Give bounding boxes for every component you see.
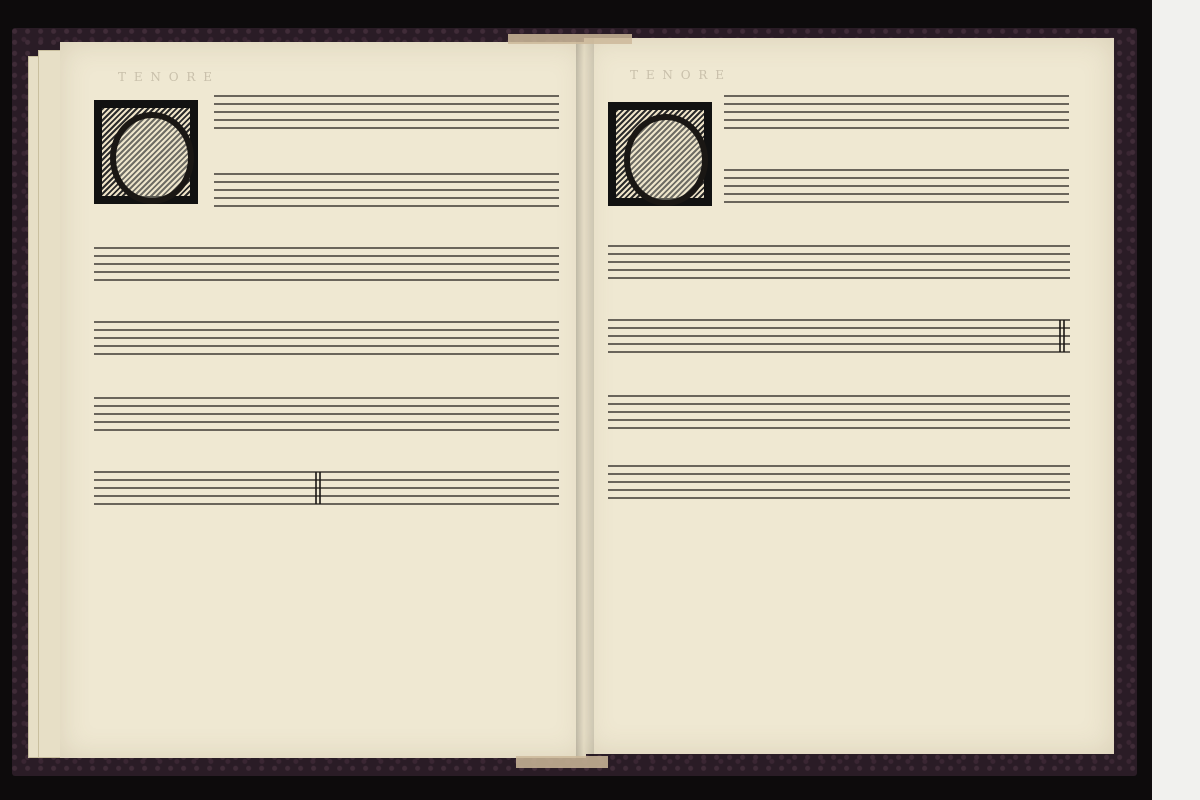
- bleed-through-header: T E N O R E: [118, 70, 214, 84]
- music-staff-5: [94, 390, 559, 440]
- binding-tape-top: [508, 34, 632, 44]
- music-staff-1: [724, 88, 1069, 134]
- music-staff-2: [724, 162, 1069, 208]
- decorated-initial: [94, 100, 198, 204]
- left-page: [60, 42, 586, 758]
- book-gutter: [576, 38, 594, 758]
- music-staff-3: [94, 240, 559, 290]
- measuring-ruler: [1152, 0, 1200, 800]
- music-staff-6: [94, 464, 559, 514]
- empty-staff-1: [608, 388, 1070, 434]
- music-staff-3: [608, 238, 1070, 288]
- empty-staff-2: [608, 458, 1070, 504]
- binding-tape-bottom: [516, 756, 608, 768]
- music-staff-4: [94, 314, 559, 364]
- music-staff-4: [608, 312, 1070, 362]
- right-page: [584, 38, 1114, 754]
- decorated-initial: [608, 102, 712, 206]
- music-staff-1: [214, 88, 559, 134]
- music-staff-2: [214, 166, 559, 212]
- bleed-through-header: T E N O R E: [630, 68, 726, 82]
